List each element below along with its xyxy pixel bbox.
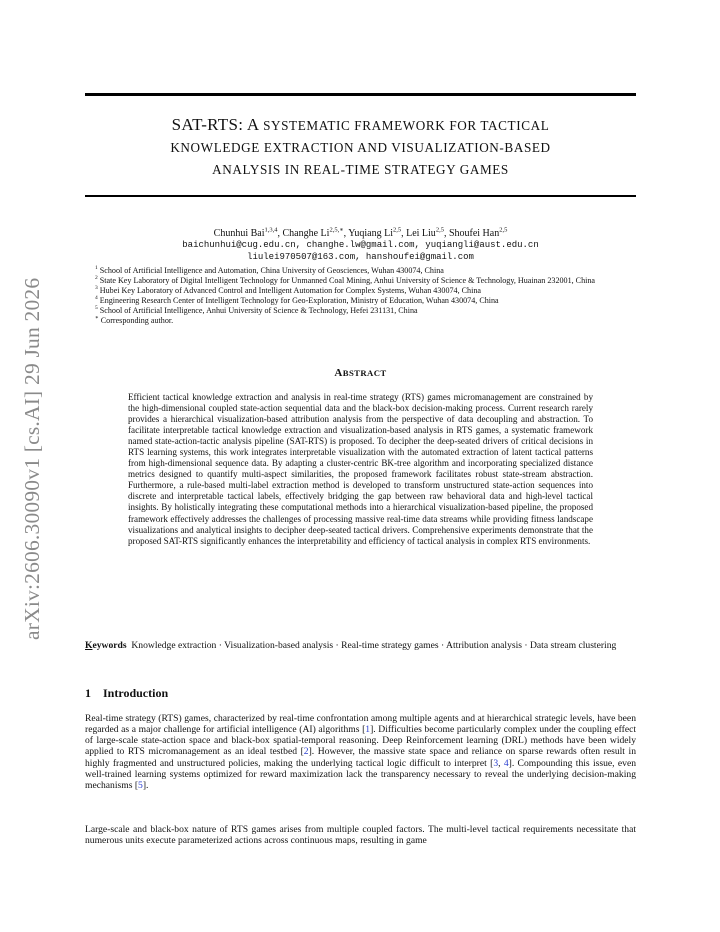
- citation-link[interactable]: 2: [303, 746, 309, 758]
- author-affil-sup: 2,5: [435, 226, 444, 234]
- para-text: Real-time strategy (RTS) games, characterized by real-time confrontation among multiple agents and at hierarchical strategic levels, have been regarded as a major challenge for artificial intelligence (AI) algorithms [: [85, 713, 636, 736]
- affiliation-mark: 5: [95, 304, 98, 311]
- section-title: Introduction: [103, 686, 169, 700]
- author-name: Changhe Li: [282, 228, 330, 239]
- keywords-label-rest: eywords: [92, 640, 127, 651]
- keywords-text: Knowledge extraction · Visualization-based analysis · Real-time strategy games · Attribution analysis · Data stream clustering: [131, 640, 617, 651]
- affiliation-text: State Key Laboratory of Digital Intelligent Technology for Unmanned Coal Mining, Anhui University of Science & Technology, Huainan 232001, China: [99, 275, 596, 285]
- affiliation-item: [91, 276, 636, 286]
- author-affil-sup: 2,5,∗: [329, 226, 344, 234]
- author-affil-sup: 2,5: [392, 226, 402, 234]
- affiliation-item: [95, 286, 636, 296]
- title-line2: KNOWLEDGE EXTRACTION AND VISUALIZATION-BASED: [170, 140, 551, 155]
- title-line1-caps: SAT-RTS: A: [171, 115, 259, 134]
- author-sep: ,: [343, 228, 349, 239]
- author-emails-line2: liulei970507@163.com, hanshoufei@gmail.com: [247, 251, 474, 262]
- affiliation-item: [95, 316, 636, 326]
- citation-link[interactable]: 4: [503, 757, 509, 769]
- author-emails-line1: baichunhui@cug.edu.cn, changhe.lw@gmail.com, yuqiangli@aust.edu.cn: [182, 240, 539, 250]
- affiliation-item: [95, 266, 636, 276]
- author-name: Lei Liu: [406, 228, 436, 239]
- para-text: ]. However, the massive state space and reliance on sparse rewards often result in highly fragmented and unstructured policies, making the underlying tactical logic difficult to interpret [: [85, 746, 637, 769]
- affiliation-text: Engineering Research Center of Intelligent Technology for Geo-Exploration, Ministry of Education, Wuhan 430074, China: [99, 295, 499, 305]
- author-sep: ,: [277, 228, 283, 239]
- author-sep: ,: [443, 228, 449, 239]
- affiliation-mark: 4: [95, 295, 98, 302]
- citation-link[interactable]: 1: [365, 724, 371, 736]
- para-text: ]. Compounding this issue, even well-trained learning systems optimized for reward maximization lack the transparency necessary to reveal the underlying decision-making mechanisms [: [85, 757, 636, 791]
- author-sep: ,: [401, 228, 407, 239]
- affiliation-text: School of Artificial Intelligence and Automation, China University of Geosciences, Wuhan 430074, China: [99, 266, 444, 275]
- section-number: 1: [85, 686, 91, 700]
- author-name: Yuqiang Li: [348, 228, 393, 239]
- affiliation-text: Corresponding author.: [100, 315, 174, 325]
- keywords-label: [85, 640, 127, 651]
- abstract-heading-cap: A: [334, 367, 343, 379]
- affiliation-item: [95, 296, 636, 306]
- section-heading: [85, 686, 168, 701]
- paper-title: [85, 114, 636, 181]
- para-text: ].: [142, 779, 149, 791]
- keywords-label-first: K: [85, 640, 93, 651]
- title-line3: ANALYSIS IN REAL-TIME STRATEGY GAMES: [212, 162, 509, 177]
- arxiv-identifier-stamp: arXiv:2606.30090v1 [cs.AI] 29 Jun 2026: [20, 277, 44, 640]
- author-names: [85, 228, 636, 240]
- affiliation-mark: ∗: [95, 314, 99, 321]
- author-name: Chunhui Bai: [213, 228, 265, 239]
- citation-link[interactable]: 3: [493, 757, 499, 769]
- para-text: ,: [498, 757, 504, 769]
- para-text: ]. Difficulties become particularly complex under the coupling effect of large-scale state-action space and black-box spatial-temporal reasoning. Deep Reinforcement learning (DRL) methods have been widely applied to RTS micromanagement as an ideal testbed [: [85, 724, 636, 758]
- author-name: Shoufei Han: [448, 228, 500, 239]
- abstract-body: Efficient tactical knowledge extraction and analysis in real-time strategy (RTS) games micromanagement are constrained by the high-dimensional coupled state-action sequential data and the black-box decision-making process. Current research rarely provides a hierarchical visualization-based attribution analysis from the perspective of data decoupling and abstraction. To facilitate interpretable tactical knowledge extraction and visualization-based analysis in RTS games, a systematic framework named state-action-tactic analysis pipeline (SAT-RTS) is proposed. To decipher the deep-seated drivers of critical decisions in RTS learning systems, this work integrates interpretable visualization with the automated extraction of latent tactical patterns from high-dimensional sequence data. By adapting a cluster-centric BK-tree algorithm and incorporating specialized distance metrics designed to quantify multi-aspect similarities, the proposed framework facilitates robust state-stream abstraction. Furthermore, a rule-based multi-label extraction method is developed to transform unstructured state-action sequences into discrete and interpretable tactical labels, effectively bridging the gap between raw behavioral data and high-level tactical insights. By holistically integrating these computational methods into a hierarchical visualization-based pipeline, the proposed framework effectively addresses the challenges of processing massive real-time data streams while providing fitness landscape visualizations and analytical insights to decipher deep-seated tactical drivers. Comprehensive experiments demonstrate that the proposed SAT-RTS significantly enhances the interpretability and efficiency of tactical analysis in complex RTS environments.: [128, 392, 593, 546]
- title-bottom-rule: [85, 195, 636, 197]
- affiliation-list: [95, 266, 636, 325]
- affiliation-item: [95, 306, 636, 316]
- citation-link[interactable]: 5: [138, 779, 143, 791]
- affiliation-text: Hubei Key Laboratory of Advanced Control and Intelligent Automation for Complex Systems, Wuhan 430074, China: [99, 285, 481, 295]
- affiliation-mark: 1: [95, 265, 98, 272]
- affiliation-text: School of Artificial Intelligence, Anhui University of Science & Technology, Hefei 231131, China: [99, 305, 418, 315]
- abstract-heading: [85, 367, 636, 379]
- affiliation-mark: 3: [95, 285, 98, 292]
- title-top-rule: [85, 93, 636, 96]
- author-affil-sup: 2,5: [499, 226, 508, 234]
- intro-paragraph-2: Large-scale and black-box nature of RTS games arises from multiple coupled factors. The multi-level tactical requirements necessitate that numerous units execute parameterized actions across continuous maps, resulting in game: [85, 824, 636, 847]
- affiliation-mark: 2: [95, 275, 98, 282]
- title-line1-smallcaps: SYSTEMATIC FRAMEWORK FOR TACTICAL: [263, 118, 550, 133]
- author-block: [85, 228, 636, 263]
- intro-paragraph-1: [85, 713, 636, 791]
- keywords-block: [85, 640, 636, 652]
- author-affil-sup: 1,3,4: [264, 226, 278, 234]
- abstract-heading-rest: BSTRACT: [342, 368, 387, 378]
